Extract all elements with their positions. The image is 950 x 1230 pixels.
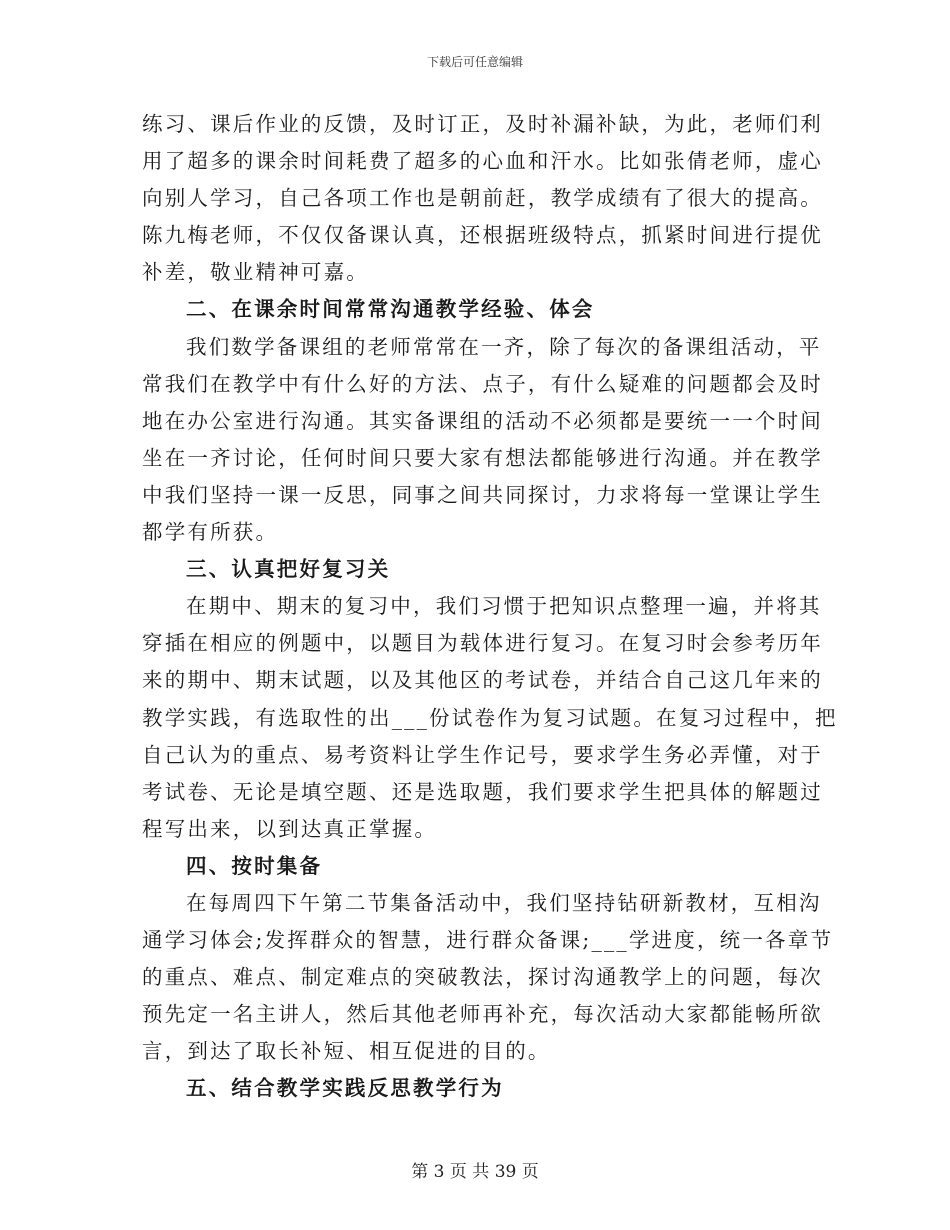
paragraph-line: 通学习体会;发挥群众的智慧，进行群众备课;___学进度，统一各章节	[142, 928, 834, 953]
page-number: 第 3 页 共 39 页	[411, 1162, 539, 1182]
paragraph-line: 在期中、期末的复习中，我们习惯于把知识点整理一遍，并将其	[186, 594, 822, 619]
paragraph-line: 地在办公室进行沟通。其实备课组的活动不必须都是要统一一个时间	[142, 408, 823, 433]
paragraph-line: 的重点、难点、制定难点的突破教法，探讨沟通教学上的问题，每次	[142, 965, 823, 990]
section-heading: 三、认真把好复习关	[186, 557, 391, 582]
paragraph-line: 补差，敬业精神可嘉。	[142, 260, 369, 285]
paragraph-line: 预先定一名主讲人，然后其他老师再补充，每次活动大家都能畅所欲	[142, 1002, 823, 1027]
section-heading: 四、按时集备	[186, 853, 323, 878]
paragraph-line: 在每周四下午第二节集备活动中，我们坚持钻研新教材，互相沟	[186, 890, 822, 915]
paragraph-line: 教学实践，有选取性的出___份试卷作为复习试题。在复习过程中，把	[142, 705, 838, 730]
paragraph-line: 练习、课后作业的反馈，及时订正，及时补漏补缺，为此，老师们利	[142, 112, 823, 136]
paragraph-line: 向别人学习，自己各项工作也是朝前赶，教学成绩有了很大的提高。	[142, 186, 823, 211]
paragraph-line: 考试卷、无论是填空题、还是选取题，我们要求学生把具体的解题过	[142, 779, 823, 804]
paragraph-line: 中我们坚持一课一反思，同事之间共同探讨，力求将每一堂课让学生	[142, 482, 823, 507]
paragraph-line: 我们数学备课组的老师常常在一齐，除了每次的备课组活动，平	[186, 334, 822, 359]
paragraph-line: 用了超多的课余时间耗费了超多的心血和汗水。比如张倩老师，虚心	[142, 149, 823, 174]
page-header-note: 下载后可任意编辑	[426, 55, 523, 69]
paragraph-line: 言，到达了取长补短、相互促进的目的。	[142, 1039, 551, 1064]
paragraph-line: 坐在一齐讨论，任何时间只要大家有想法都能够进行沟通。并在教学	[142, 445, 823, 470]
paragraph-line: 自己认为的重点、易考资料让学生作记号，要求学生务必弄懂，对于	[142, 742, 823, 767]
paragraph-line: 常我们在教学中有什么好的方法、点子，有什么疑难的问题都会及时	[142, 371, 823, 396]
paragraph-line: 都学有所获。	[142, 520, 279, 545]
paragraph-line: 来的期中、期末试题，以及其他区的考试卷，并结合自己这几年来的	[142, 668, 823, 693]
section-heading: 五、结合教学实践反思教学行为	[186, 1076, 504, 1101]
document-body	[142, 106, 838, 1108]
paragraph-line: 穿插在相应的例题中，以题目为载体进行复习。在复习时会参考历年	[142, 631, 823, 656]
paragraph-line: 陈九梅老师，不仅仅备课认真，还根据班级特点，抓紧时间进行提优	[142, 223, 823, 248]
section-heading: 二、在课余时间常常沟通教学经验、体会	[186, 297, 595, 322]
paragraph-line: 程写出来，以到达真正掌握。	[142, 816, 438, 841]
